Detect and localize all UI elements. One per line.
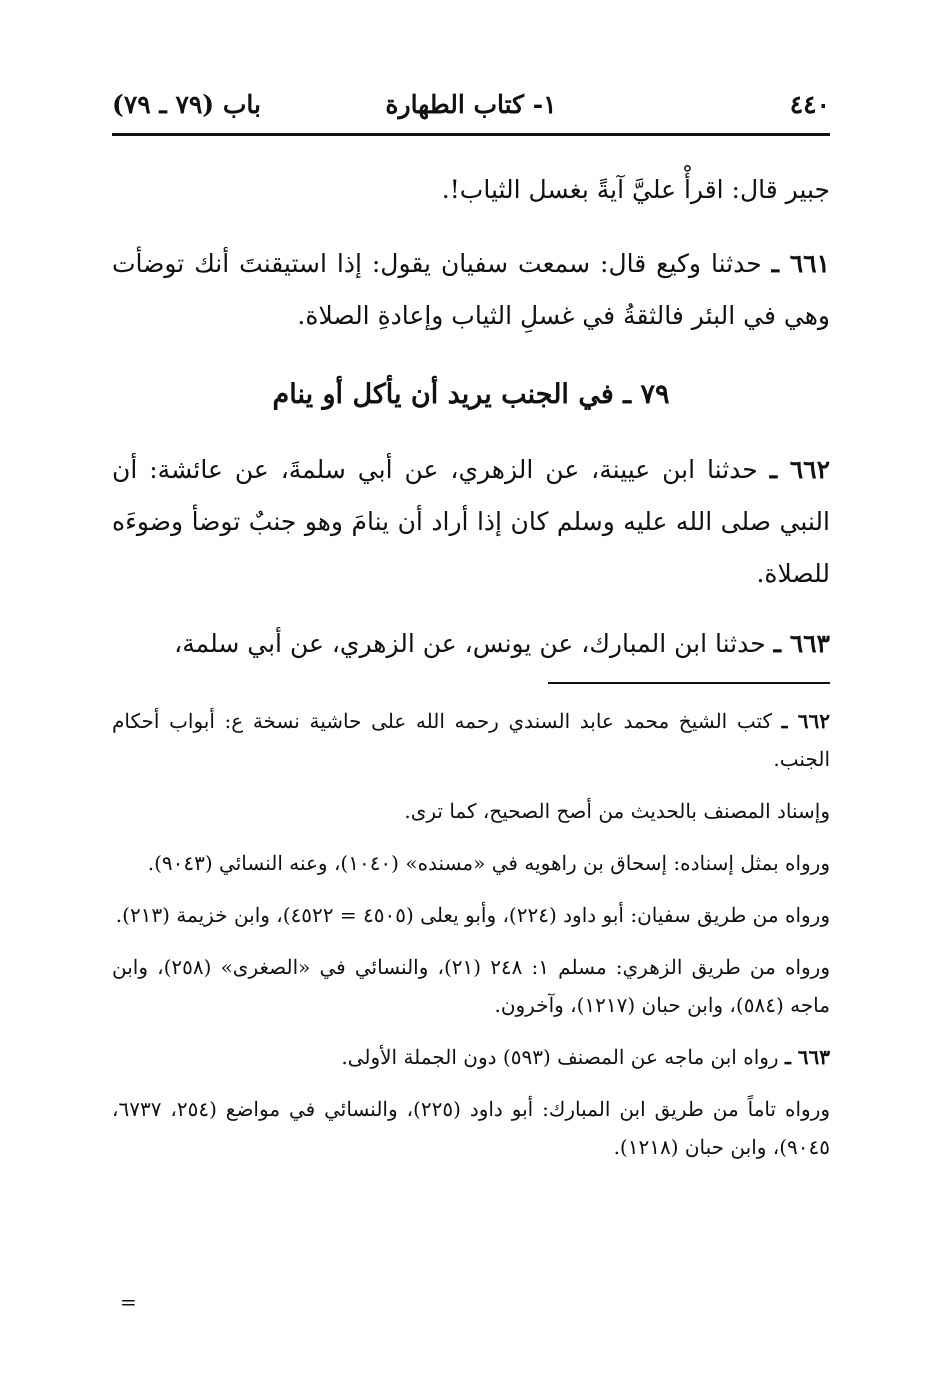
continued-paragraph: جبير قال: اقرأْ عليَّ آيةً بغسل الثياب!.: [441, 175, 830, 204]
hadith-text: حدثنا وكيع قال: سمعت سفيان يقول: إذا استيقنتَ أنك توضأت وهي في البئر فالثقةُ في غسلِ الثياب وإعادةِ الصلاة.: [112, 249, 830, 330]
footnote-text: كتب الشيخ محمد عابد السندي رحمه الله على حاشية نسخة ع: أبواب أحكام الجنب.: [112, 709, 830, 771]
page-header: [112, 84, 830, 128]
footnotes: [112, 702, 830, 1180]
page-number: ٤٤٠: [789, 90, 830, 119]
book-title: ١- كتاب الطهارة: [385, 90, 557, 119]
section-title: ٧٩ ـ في الجنب يريد أن يأكل أو ينام: [272, 379, 670, 410]
hadith-text: حدثنا ابن عيينة، عن الزهري، عن أبي سلمةَ، عن عائشة: أن النبي صلى الله عليه وسلم كان إذا أراد أن ينامَ وهو جنبٌ توضأ وضوءَه للصلاة.: [112, 455, 830, 588]
hadith-number: ٦٦٣ ـ: [773, 629, 830, 658]
hadith-text: حدثنا ابن المبارك، عن يونس، عن الزهري، عن أبي سلمة،: [174, 629, 766, 658]
hadith-number: ٦٦١ ـ: [771, 249, 830, 278]
chapter-range: باب (٧٩ ـ ٧٩): [112, 90, 261, 119]
footnote-paragraph: ورواه من طريق الزهري: مسلم ١: ٢٤٨ (٢١)، والنسائي في «الصغرى» (٢٥٨)، وابن ماجه (٥٨٤)، وابن حبان (١٢١٧)، وآخرون.: [112, 955, 830, 1017]
footnote-paragraph: ورواه تاماً من طريق ابن المبارك: أبو داود (٢٢٥)، والنسائي في مواضع (٢٥٤، ٦٧٣٧، ٩٠٤٥)، وابن حبان (١٢١٨).: [112, 1097, 831, 1159]
footnote-paragraph: ورواه من طريق سفيان: أبو داود (٢٢٤)، وأبو يعلى (٤٥٠٥ = ٤٥٢٢)، وابن خزيمة (٢١٣).: [115, 903, 830, 927]
hadith-663: [112, 618, 830, 670]
footnote-662: [112, 702, 830, 778]
continuation-mark: =: [120, 1290, 137, 1314]
footnote-divider: [548, 682, 830, 684]
footnote-text: رواه ابن ماجه عن المصنف (٥٩٣) دون الجملة الأولى.: [341, 1045, 779, 1069]
footnote-paragraph: وإسناد المصنف بالحديث من أصح الصحيح، كما ترى.: [404, 799, 830, 823]
hadith-662: [112, 444, 830, 600]
hadith-661: [112, 238, 830, 342]
footnote-paragraph: ورواه بمثل إسناده: إسحاق بن راهويه في «مسنده» (١٠٤٠)، وعنه النسائي (٩٠٤٣).: [147, 851, 830, 875]
footnote-number: ٦٦٢ ـ: [781, 709, 830, 733]
footnote-663: [112, 1038, 830, 1076]
footnote-number: ٦٦٣ ـ: [784, 1045, 830, 1069]
header-divider: [112, 133, 830, 136]
hadith-number: ٦٦٢ ـ: [769, 455, 831, 484]
